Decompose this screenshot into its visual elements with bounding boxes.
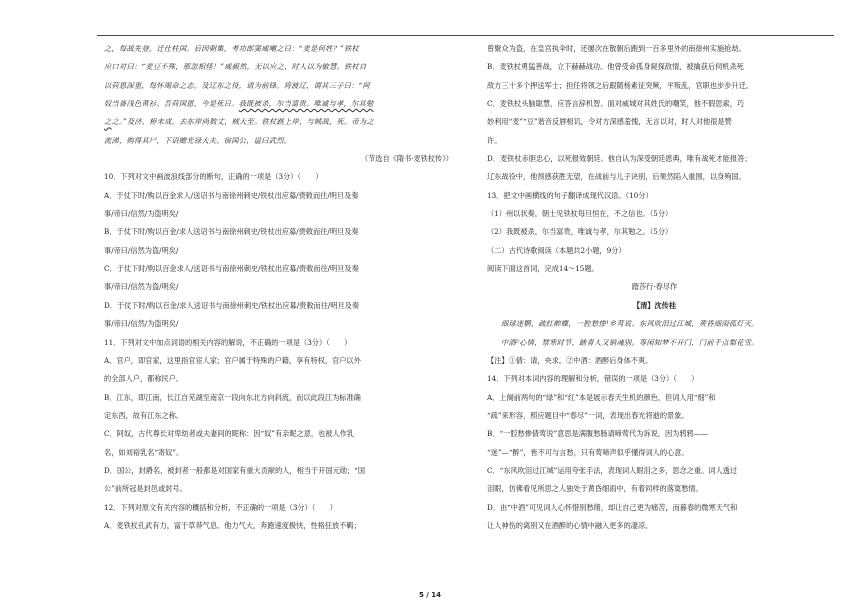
q11-option-a-cont: 的全部人户，都称民户。 bbox=[104, 374, 184, 384]
q12-option-d: D．麦铁杖赤胆忠心，以死报效朝廷。他自认为深受朝廷恩典，唯有战死才能报答； bbox=[487, 154, 752, 164]
poem-author: 【清】沈传桂 bbox=[632, 300, 677, 310]
q14-option-a: A．上阕前两句的“绿”和“红”本是展示春天生机的颜色，但词人用“细”和 bbox=[487, 392, 716, 402]
q12-option-a: A．麦铁杖孔武有力，富于草莽气息。他力气大，奔跑速度极快，性格狂放不羁； bbox=[104, 520, 361, 530]
q11-option-b-cont: 定东西，故有江东之称。 bbox=[104, 410, 184, 420]
underlined-sentence-tail: 之 bbox=[104, 117, 112, 127]
section-heading: （二）古代诗歌阅读（本题共2小题，9分） bbox=[487, 245, 626, 255]
underlined-sentence: 我既被杀，尔当富贵。唯诚与孝，尔其勉 bbox=[238, 99, 374, 109]
q10-option-a: A．于仗下时/购以百金求人/送诏书与南徐州刺史/铁杖出应募/赍敕而往/明旦及奏 bbox=[104, 190, 359, 200]
q14-option-c: C．“东风吹泪过江城”运用夸张手法，表现词人眼泪之多，思念之重。词人透过 bbox=[487, 465, 738, 475]
q13-item-2: （2）我既被杀，尔当富贵，唯诚与孝，尔其勉之。（5分） bbox=[487, 227, 673, 237]
question-14-stem: 14．下列对本词内容的理解和分析，错误的一项是（3分）（ ） bbox=[487, 374, 699, 384]
q10-option-a-cont: 事/帝曰/信然/为盗明矣/ bbox=[104, 209, 179, 219]
q10-option-c-cont: 事/帝曰/信然为盗/明矣/ bbox=[104, 282, 179, 292]
source-citation: （节选自《隋书·麦铁杖传》） bbox=[360, 154, 453, 164]
q14-option-b: B．“一腔愁惨倩莺说”意思是满腹愁肠请啼莺代为诉说，因为鸦鸦—— bbox=[487, 429, 709, 439]
question-12-stem: 12．下列对原文有关内容的概括和分析，不正确的一项是（3分）（ ） bbox=[104, 502, 337, 512]
right-column bbox=[487, 40, 822, 535]
poem-title: 踏莎行·春尽作 bbox=[631, 282, 678, 292]
page-number: 5 / 14 bbox=[418, 591, 442, 599]
q12-option-a-cont: 曾聚众为盗，在皇宫执伞时，还屡次在散朝后跑到一百多里外的南徐州实施抢劫。 bbox=[487, 44, 746, 53]
q11-option-a: A．官户，即官家，这里指官宦人家；官户属于特殊的户籍，享有特权，官户以外 bbox=[104, 355, 361, 365]
q11-option-d-cont: 公”前所冠是封邑或封号。 bbox=[104, 484, 187, 494]
q11-option-c: C．阿奴，古代尊长对卑幼者或夫妻间的昵称：因“奴”有亲昵之意，也被人作乳 bbox=[104, 429, 355, 439]
section-instruction: 阅读下面这首词，完成14～15题。 bbox=[487, 264, 599, 274]
passage-line: 之之。”及济，桥未成，去东岸尚数丈，贼大至。铁杖跳上岸，与贼战，死。帝为之 bbox=[104, 117, 374, 127]
q10-option-b: B．于仗下时/购以百金/求人送诏书与南徐州刺史/铁杖出应募/赍敕而往/明旦及奏 bbox=[104, 227, 359, 237]
question-10-stem: 10．下列对文中画波浪线部分的断句，正确的一项是（3分）（ ） bbox=[104, 172, 323, 182]
poem-line: 细球迷鹦，疏红醉蝶，一腔愁惨¹乡莺说。东风吹泪过江城，黄昏细雨孤灯灭。 bbox=[501, 319, 759, 329]
q10-option-d: D．于仗下时/购以百金/求人送诏书与南徐州刺史/铁杖出应募/赍敕而往/明旦及奏 bbox=[104, 300, 360, 310]
question-13-stem: 13．把文中画横线的句子翻译成现代汉语。（10分） bbox=[487, 190, 653, 200]
q13-item-1: （1）州以状奏，朝士见铁杖每旦恒在，不之信也。（5分） bbox=[487, 209, 673, 219]
passage-line: 之，每战先登。迁仕柱国。后因朝集，考功郎窦威嘲之曰：“麦是何姓？”铁杖 bbox=[104, 44, 360, 53]
q14-option-d: D．由“中酒”可见词人心怀惜别愁绪，却让自己更为痛苦，而暮春的微寒天气和 bbox=[487, 502, 738, 512]
q12-option-c-cont2: 许。 bbox=[487, 135, 502, 145]
q10-option-b-cont: 事/帝曰/信然为盗/明矣/ bbox=[104, 245, 179, 255]
q11-option-c-cont: 名，如刘裕乳名“寄奴”。 bbox=[104, 447, 184, 457]
left-column bbox=[104, 40, 459, 535]
passage-line: 以荷恩深重，每怀竭命之志。及辽东之役，请为前锋。将渡辽，谓其三子曰：“阿 bbox=[104, 80, 371, 90]
top-rule bbox=[97, 35, 834, 36]
q11-option-d: D．国公，封爵名，被封者一般都是对国家有重大贡献的人，相当于开国元勋；“国 bbox=[104, 465, 366, 475]
q12-option-c-cont: 妙利用“麦”“豆”谐音反唇相讥，令对方深感羞愧，无言以对，时人对他很是赞 bbox=[487, 117, 732, 127]
passage-line: 奴当备浅色黄衫。吾荷国恩，今是死日。我既被杀，尔当富贵。唯诚与孝，尔其勉 bbox=[104, 99, 374, 109]
q12-option-c: C．麦铁杖头脑聪慧，应答言辞机智。面对威城对其姓氏的嘲笑，他不假思索，巧 bbox=[487, 99, 745, 109]
q14-option-c-cont: 泪眼，仿佛看见所思之人独处于黄昏细雨中，有着同样的落寞愁情。 bbox=[487, 484, 703, 494]
q12-option-b-cont: 敌方三十多个押送军士；担任将领之后跟随杨素征突厥，平叛乱，官职也步步升迁。 bbox=[487, 80, 753, 90]
q10-option-d-cont: 事/帝曰/信然/为盗明矣/ bbox=[104, 319, 179, 329]
q14-option-b-cont: “迷”—“醉”，皆不可与言愁，只有莺啼声似乎懂得词人的心意。 bbox=[487, 447, 689, 457]
q14-option-a-cont: “疏”来形容，照应题目中“春尽”一词，表现出春光将逝的景象。 bbox=[487, 410, 689, 420]
q14-option-d-cont: 让人神伤的离别又在酒醉的心情中融入更多的凄凉。 bbox=[487, 520, 653, 530]
passage-line: 流涕，购得其尸，下诏赠光禄大夫、宿国公，谥曰武烈。 bbox=[104, 135, 292, 145]
passage-line: 应口对曰：“麦豆不殊，那忽相怪！”威赧然，无以应之，时人以为敏慧。铁杖自 bbox=[104, 62, 367, 72]
question-11-stem: 11．下列对文中加点词语的相关内容的解说，不正确的一项是（3分）（ ） bbox=[104, 337, 352, 347]
q12-option-d-cont: 辽东战役中，他预感获胜无望，在战前与儿子诀别，后果然陷入重围，以身殉国。 bbox=[487, 172, 746, 182]
q12-option-b: B．麦铁杖勇猛善战，立下赫赫战功。他曾受命孤身窥探敌情，被擒获后伺机杀死 bbox=[487, 62, 744, 72]
q10-option-c: C．于仗下时/购以百金求人/送诏书与南徐州刺史/铁杖出应募/赍敕而往/明旦及奏 bbox=[104, 264, 359, 274]
poem-note: 【注】①倩：请，央求。②中酒：酒醉后身体不爽。 bbox=[487, 355, 653, 365]
poem-line: 中酒²心情，禁寒时节，踏青人又销魂别。等闲知梦不开门，门前千点梨花雪。 bbox=[501, 337, 759, 347]
q11-option-b: B．江东，即江南，长江自芜湖至南京一段向东北方向斜流，而以此段江为标准确 bbox=[104, 392, 361, 402]
